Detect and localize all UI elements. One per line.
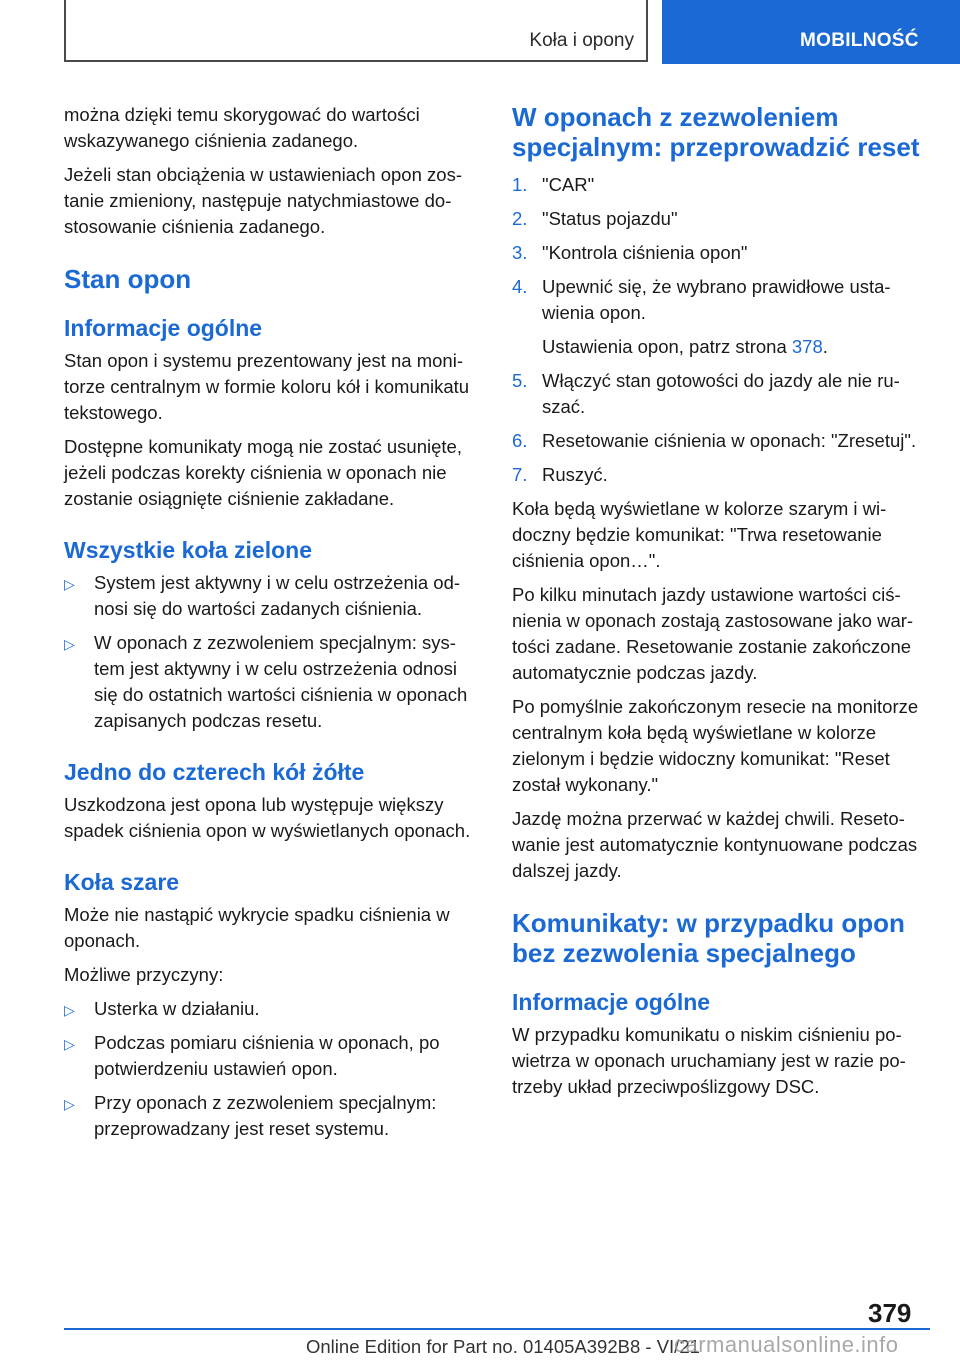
left-column (64, 102, 480, 1150)
reset-steps (512, 172, 928, 488)
paragraph: W przypadku komunikatu o niskim ciśnieniu powietrza w oponach uruchamiany jest w razie potrzeby układ przeciwpoślizgowy DSC. (512, 1024, 906, 1097)
heading-messages: Komunikaty: w przypadku opon bez zezwolenia specjalnego (512, 908, 905, 968)
footer-divider (64, 1328, 930, 1330)
section-tab (662, 0, 960, 64)
edition-note: Online Edition for Part no. 01405A392B8 - VI/21 (306, 1336, 700, 1357)
triangle-bullet-icon: ▷ (64, 576, 75, 592)
step-item: 7. Ruszyć. (512, 464, 608, 485)
step-item: 6. Resetowanie ciśnienia w oponach: "Zresetuj". (512, 430, 917, 451)
triangle-bullet-icon: ▷ (64, 636, 75, 652)
step-note: Ustawienia opon, patrz strona 378. (542, 336, 828, 357)
list-item: ▷ Przy oponach z zezwoleniem specjalnym: przeprowadzany jest reset systemu. (64, 1092, 437, 1139)
paragraph: można dzięki temu skorygować do wartości wskazywanego ciśnienia zadanego. (64, 104, 420, 151)
paragraph: Po pomyślnie zakończonym resecie na monitorze centralnym koła będą wyświetlane w kolorze zielonym i będzie widoczny komunikat: "Reset został wykonany." (512, 696, 919, 795)
right-column (512, 102, 928, 1108)
step-item: 3. "Kontrola ciśnienia opon" (512, 242, 748, 263)
step-item: 2. "Status pojazdu" (512, 208, 678, 229)
triangle-bullet-icon: ▷ (64, 1002, 75, 1018)
paragraph: Może nie nastąpić wykrycie spadku ciśnienia w oponach. (64, 904, 450, 951)
heading-all-wheels-green: Wszystkie koła zielone (64, 537, 312, 563)
heading-general-info: Informacje ogólne (64, 315, 263, 341)
watermark: carmanualsonline.info (674, 1332, 899, 1357)
paragraph: Jazdę można przerwać w każdej chwili. Resetowanie jest automatycznie kontynuowane podczas dalszej jazdy. (512, 808, 918, 881)
heading-general-info: Informacje ogólne (512, 989, 711, 1015)
page-number: 379 (868, 1298, 912, 1328)
paragraph: Po kilku minutach jazdy ustawione wartości ciśnienia w oponach zostają zastosowane jako wartości zadane. Resetowanie zostanie zakończone automatycznie podczas jazdy. (512, 584, 914, 683)
grey-list (64, 996, 480, 1142)
step-item: 4. Upewnić się, że wybrano prawidłowe ustawienia opon. Ustawienia opon, patrz strona 378. (512, 274, 928, 360)
step-item: 1. "CAR" (512, 174, 595, 195)
green-list (64, 570, 480, 734)
heading-reset-procedure: W oponach z zezwoleniem specjalnym: przeprowadzić reset (512, 102, 920, 162)
list-item: ▷ Usterka w działaniu. (64, 996, 480, 1022)
chapter-title: Koła i opony (529, 30, 634, 51)
header-frame (64, 0, 648, 62)
paragraph: Jeżeli stan obciążenia w ustawieniach opon zostanie zmieniony, następuje natychmiastowe dostosowanie ciśnienia zadanego. (64, 164, 462, 237)
heading-wheels-grey: Koła szare (64, 869, 180, 895)
list-item: ▷ W oponach z zezwoleniem specjalnym: system jest aktywny i w celu ostrzeżenia odnosi się do ostatnich wartości ciśnienia w oponach zapisanych podczas resetu. (64, 632, 468, 731)
heading-tire-status: Stan opon (64, 264, 192, 294)
paragraph: Stan opon i systemu prezentowany jest na monitorze centralnym w formie koloru kół i komunikatu tekstowego. (64, 350, 470, 423)
page-reference-link[interactable]: 378 (791, 336, 823, 357)
step-item: 5. Włączyć stan gotowości do jazdy ale nie ruszać. (512, 370, 900, 417)
triangle-bullet-icon: ▷ (64, 1036, 75, 1052)
paragraph: Dostępne komunikaty mogą nie zostać usunięte, jeżeli podczas korekty ciśnienia w oponach nie zostanie osiągnięte ciśnienie zakładane. (64, 436, 462, 509)
triangle-bullet-icon: ▷ (64, 1096, 75, 1112)
paragraph: Uszkodzona jest opona lub występuje większy spadek ciśnienia opon w wyświetlanych oponach. (64, 794, 471, 841)
heading-wheels-yellow: Jedno do czterech kół żółte (64, 759, 365, 785)
section-title: MOBILNOŚĆ (800, 30, 919, 51)
paragraph: Możliwe przyczyny: (64, 964, 224, 985)
list-item: ▷ Podczas pomiaru ciśnienia w oponach, po potwierdzeniu ustawień opon. (64, 1032, 440, 1079)
list-item: ▷ System jest aktywny i w celu ostrzeżenia odnosi się do wartości zadanych ciśnienia. (64, 572, 461, 619)
paragraph: Koła będą wyświetlane w kolorze szarym i widoczny będzie komunikat: "Trwa resetowanie ciśnienia opon…". (512, 498, 887, 571)
